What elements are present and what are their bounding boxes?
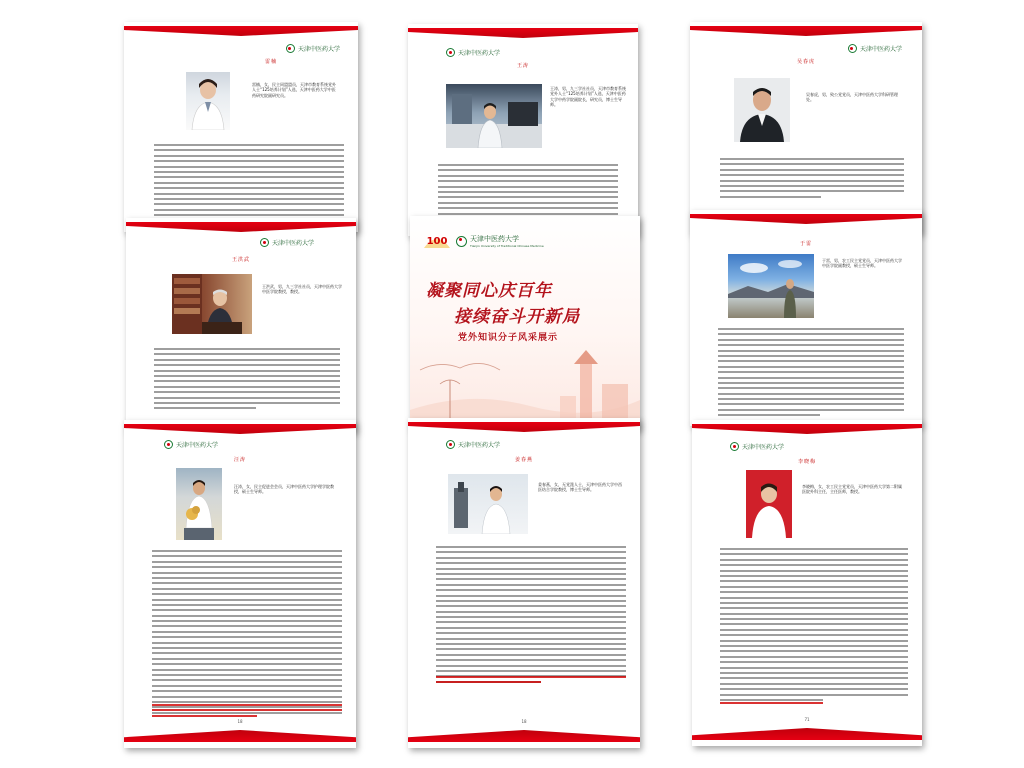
- page-number: 18: [521, 719, 527, 724]
- portrait-photo: [446, 84, 542, 148]
- portrait-photo: [176, 468, 222, 540]
- university-logo: [260, 238, 314, 247]
- svg-text:100: 100: [426, 236, 448, 247]
- university-seal-icon: [456, 236, 467, 247]
- person-name: 王涛: [516, 63, 529, 69]
- university-english-name: Tianjin University of Traditional Chinese Medicine: [470, 244, 544, 248]
- person-intro: 姜春燕，女，无党派人士，天津中医药大学中西医结合学院教授，博士生导师。: [538, 482, 622, 493]
- person-intro: 雷楠，女，民主同盟盟员，天津市教育系统党外人士“125培养计划”人选，天津中医药大学中医药研究院副研究员。: [252, 82, 336, 98]
- person-name: 汪涛: [233, 457, 246, 463]
- page-number: 18: [237, 719, 243, 724]
- top-red-band: [126, 222, 356, 232]
- person-intro: 王洪武，男，九三学社社员，天津中医药大学中医学院教授，教授。: [262, 284, 342, 295]
- top-red-band: [690, 26, 922, 36]
- page-number: 71: [804, 717, 810, 722]
- motto-text: [720, 702, 908, 707]
- top-red-band: [124, 26, 358, 36]
- person-intro: 于雷，男，农工民主党党员，天津中医药大学中医学院副教授，硕士生导师。: [822, 258, 902, 269]
- bottom-red-band: [408, 730, 640, 742]
- bottom-red-band: [692, 728, 922, 740]
- brochure-page-9: [692, 420, 922, 746]
- university-name: 天津中医药大学: [272, 240, 315, 247]
- cover-illustration: [410, 340, 640, 430]
- brochure-page-1: [124, 22, 358, 232]
- biography-text: [720, 158, 904, 201]
- portrait-photo: [746, 470, 792, 538]
- person-intro: 李晓梅，女，农工民主党党员，天津中医药大学第二附属医院外科主任，主任医师，教授。: [802, 484, 902, 495]
- brochure-page-6: [690, 210, 922, 426]
- biography-text: [436, 546, 626, 686]
- university-name: 天津中医药大学: [297, 46, 340, 53]
- university-seal-icon: [446, 48, 455, 57]
- top-red-band: [692, 424, 922, 434]
- university-logo: [286, 44, 340, 53]
- biography-text: [718, 328, 904, 420]
- university-logo: [164, 440, 218, 449]
- top-red-band: [124, 424, 356, 434]
- person-name: 雷楠: [264, 59, 277, 65]
- cover-title-line-2: 接续奋斗开新局: [454, 307, 580, 327]
- university-name: 天津中医药大学: [859, 46, 902, 53]
- person-name: 吴春虎: [796, 59, 815, 65]
- biography-text: [152, 550, 342, 717]
- cover-subtitle: 党外知识分子风采展示: [458, 333, 559, 343]
- person-intro: 汪涛，女，民主促进会会员，天津中医药大学护理学院教授，硕士生导师。: [234, 484, 334, 495]
- university-name: 天津中医药大学: [458, 442, 501, 449]
- university-seal-icon: [848, 44, 857, 53]
- top-red-band: [690, 214, 922, 224]
- university-seal-icon: [286, 44, 295, 53]
- brochure-page-3: [690, 22, 922, 234]
- motto-text: [152, 704, 342, 720]
- university-name: 天津中医药大学: [176, 442, 219, 449]
- portrait-photo: [172, 274, 252, 334]
- university-name: 天津中医药大学: [458, 50, 501, 57]
- biography-text: [154, 348, 340, 413]
- university-name: 天津中医药大学: [470, 235, 519, 243]
- portrait-photo: [186, 72, 230, 130]
- centenary-badge: [424, 230, 450, 250]
- top-red-band: [408, 422, 640, 432]
- person-intro: 吴春虎，男，致公党党员，天津中医药大学科研管理处。: [806, 92, 898, 103]
- person-name: 姜春燕: [514, 457, 533, 463]
- brochure-page-7: [124, 420, 356, 748]
- brochure-page-2: [408, 24, 638, 236]
- brochure-cover: [410, 216, 640, 430]
- person-name: 于雷: [799, 241, 812, 247]
- portrait-photo: [728, 254, 814, 318]
- university-logo: [446, 48, 500, 57]
- university-name: 天津中医药大学: [742, 444, 785, 451]
- person-name: 李晓梅: [797, 459, 816, 465]
- person-intro: 王涛，男，九三学社社员，天津市教育系统党外人士“125培养计划”人选，天津中医药大学中药学院副院长，研究员，博士生导师。: [550, 86, 626, 108]
- bottom-red-band: [124, 730, 356, 742]
- university-logo: [456, 234, 544, 248]
- university-seal-icon: [164, 440, 173, 449]
- university-logo: [848, 44, 902, 53]
- university-seal-icon: [260, 238, 269, 247]
- portrait-photo: [734, 78, 790, 142]
- top-red-band: [408, 28, 638, 38]
- cover-title-line-1: 凝聚同心庆百年: [426, 281, 552, 301]
- university-seal-icon: [446, 440, 455, 449]
- brochure-page-8: [408, 418, 640, 748]
- motto-text: [436, 676, 626, 687]
- biography-text: [438, 164, 618, 223]
- person-name: 王洪武: [231, 257, 250, 263]
- university-logo: [730, 442, 784, 451]
- brochure-page-4: [126, 218, 356, 432]
- university-logo: [446, 440, 500, 449]
- university-seal-icon: [730, 442, 739, 451]
- portrait-photo: [448, 474, 528, 534]
- biography-text: [720, 548, 908, 704]
